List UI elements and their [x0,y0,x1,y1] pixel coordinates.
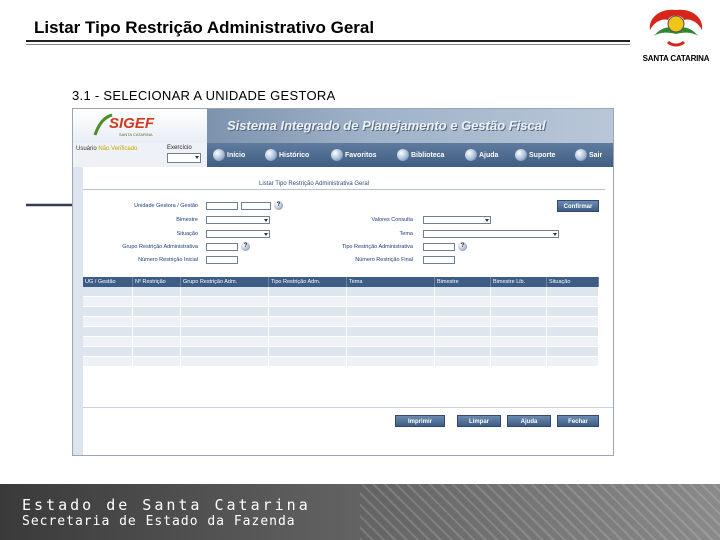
table-row[interactable] [83,287,599,297]
star-icon [331,149,343,161]
app-window [72,108,614,456]
slide-title: Listar Tipo Restrição Administrativo Geral [34,18,375,37]
nav-label: Favoritos [345,151,377,159]
print-button[interactable]: Imprimir [395,415,445,427]
tipo-help-icon[interactable]: ? [458,242,467,251]
bimestre-label: Bimestre [176,217,198,223]
grupo-input[interactable] [206,243,238,251]
history-icon [265,149,277,161]
brand-subtitle: SANTA CATARINA [119,132,153,137]
footer-pattern [360,484,720,540]
gestao-input[interactable] [241,202,271,210]
col-tema[interactable]: Tema [347,277,435,287]
ug-input[interactable] [206,202,238,210]
title-divider-thin [26,44,630,45]
situacao-select[interactable] [206,230,270,238]
valores-label: Valores Consulta [371,217,413,223]
user-value: Não Verificado [98,146,138,152]
footer-state: Estado de Santa Catarina [22,496,311,514]
grupo-help-icon[interactable]: ? [241,242,250,251]
user-area [73,143,207,167]
nav-label: Suporte [529,151,556,159]
numero-final-label: Número Restrição Final [355,257,413,263]
results-grid [83,277,599,367]
exercise-label: Exercício [167,145,192,151]
nav-inicio[interactable] [213,148,245,162]
nav-label: Sair [589,151,603,159]
table-row[interactable] [83,307,599,317]
nav-suporte[interactable] [515,148,555,162]
exit-icon [575,149,587,161]
home-icon [213,149,225,161]
nav-sair[interactable] [575,148,602,162]
col-bimestre[interactable]: Bimestre [435,277,491,287]
table-row[interactable] [83,317,599,327]
table-row[interactable] [83,297,599,307]
user-info [76,146,137,152]
grid-header [83,277,599,287]
app-toolbar [73,143,614,167]
table-row[interactable] [83,327,599,337]
col-ug[interactable]: UG / Gestão [83,277,133,287]
nav-biblioteca[interactable] [397,148,444,162]
grid-bottom-divider [83,407,614,408]
valores-select[interactable] [423,216,491,224]
confirm-button[interactable]: Confirmar [557,200,599,212]
col-tipo[interactable]: Tipo Restrição Adm. [269,277,347,287]
nav-historico[interactable] [265,148,309,162]
clear-button[interactable]: Limpar [457,415,501,427]
table-row[interactable] [83,347,599,357]
panel-title: Listar Tipo Restrição Administrativa Geral [259,181,370,187]
col-bimestre-lib[interactable]: Bimestre Lib. [491,277,547,287]
footer-secretariat: Secretaria de Estado da Fazenda [22,514,296,529]
help-icon [465,149,477,161]
app-header [73,109,614,143]
side-strip [73,167,83,456]
col-numero[interactable]: Nº Restrição [133,277,181,287]
main-nav [207,143,614,167]
close-button[interactable]: Fechar [557,415,599,427]
numero-inicial-label: Número Restrição Inicial [138,257,198,263]
support-icon [515,149,527,161]
logo-text: SANTA CATARINA [642,54,710,63]
help-button[interactable]: Ajuda [507,415,551,427]
bimestre-select[interactable] [206,216,270,224]
numero-final-input[interactable] [423,256,455,264]
coat-of-arms-icon [646,2,706,54]
brand-name: SIGEF [109,115,155,132]
tipo-input[interactable] [423,243,455,251]
brand-area [73,109,207,143]
nav-favoritos[interactable] [331,148,377,162]
nav-ajuda[interactable] [465,148,498,162]
ug-help-icon[interactable]: ? [274,201,283,210]
section-title: 3.1 - SELECIONAR A UNIDADE GESTORA [72,88,336,103]
table-row[interactable] [83,357,599,367]
tipo-label: Tipo Restrição Administrativa [341,244,413,250]
state-logo [636,2,716,70]
ug-label: Unidade Gestora / Gestão [134,203,198,209]
col-situacao[interactable]: Situação [547,277,599,287]
grupo-label: Grupo Restrição Administrativa [122,244,198,250]
panel-divider [83,189,605,190]
banner-title: Sistema Integrado de Planejamento e Gestão Fiscal [227,118,546,133]
tema-label: Tema [399,231,413,237]
nav-label: Histórico [279,151,310,159]
nav-label: Biblioteca [411,151,445,159]
col-grupo[interactable]: Grupo Restrição Adm. [181,277,269,287]
book-icon [397,149,409,161]
slide-footer [0,484,720,540]
numero-inicial-input[interactable] [206,256,238,264]
user-label: Usuário [76,146,97,152]
nav-label: Ajuda [479,151,499,159]
tema-select[interactable] [423,230,559,238]
exercise-select[interactable] [167,153,201,163]
title-divider [26,40,630,42]
system-banner [207,109,614,143]
table-row[interactable] [83,337,599,347]
nav-label: Início [227,151,246,159]
situacao-label: Situação [176,231,198,237]
